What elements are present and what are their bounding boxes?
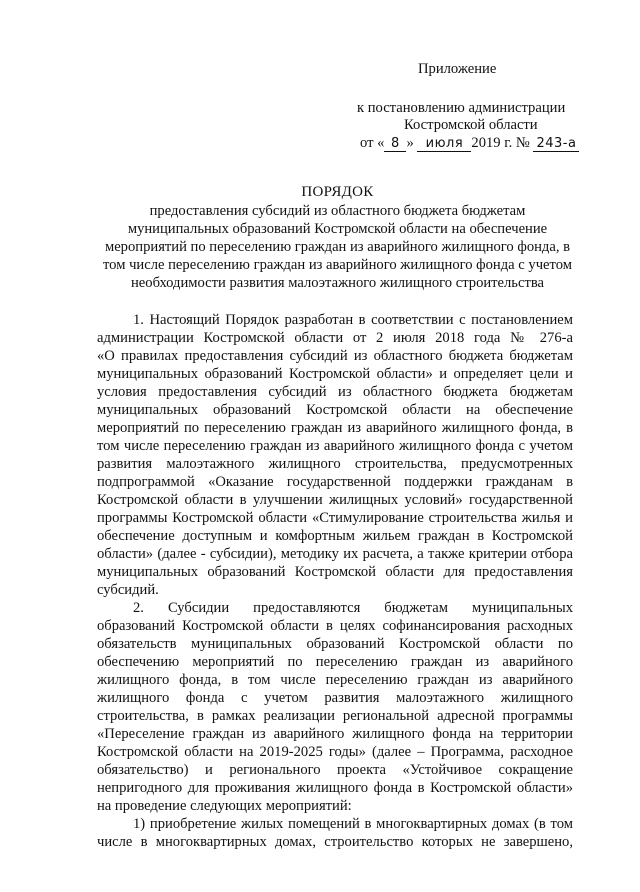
date-year: 2019 г. № (471, 135, 530, 151)
date-mid: » (406, 135, 414, 151)
paragraph-2-line: строительства, в рамках реализации региональной адресной программы (97, 708, 573, 724)
decree-number: 243-а (536, 136, 577, 151)
paragraph-1-line: программы Костромской области «Стимулирование строительства жилья и (97, 510, 573, 526)
date-month: июля (425, 136, 464, 151)
decree-reference: к постановлению администрации (357, 100, 566, 116)
paragraph-2-line: «Переселение граждан из аварийного жилищного фонда на территории (97, 726, 573, 742)
paragraph-1-line: обеспечение доступным и комфортным жильем граждан в Костромской (97, 528, 573, 544)
paragraph-1-line: подпрограммой «Оказание государственной поддержки гражданам в (97, 474, 573, 490)
decree-date-line (360, 134, 579, 152)
paragraph-2-line: непригодного для проживания жилищного фонда в Костромской области» (97, 780, 573, 796)
paragraph-1-line: субсидий. (97, 582, 159, 598)
date-prefix: от « (360, 135, 385, 151)
title-line: том числе переселению граждан из аварийного жилищного фонда с учетом (103, 257, 572, 273)
paragraph-1-line: 1. Настоящий Порядок разработан в соответствии с постановлением (133, 312, 573, 328)
paragraph-2-line: жилищного фонда, в том числе переселению граждан из аварийного (97, 672, 573, 688)
paragraph-1-line: муниципальных образований Костромской области» и определяет цели и (97, 366, 573, 382)
paragraph-2-line: образований Костромской области в целях софинансирования расходных (97, 618, 573, 634)
paragraph-1-line: области» (далее - субсидии), методику их расчета, а также критерии отбора (97, 546, 573, 562)
paragraph-1-line: муниципальных образований Костромской области на обеспечение (97, 402, 573, 418)
paragraph-2-line: на проведение следующих мероприятий: (97, 798, 352, 814)
document-heading: ПОРЯДОК (301, 184, 374, 200)
list-item-line: числе в многоквартирных домах, строительство которых не завершено, (97, 834, 573, 850)
paragraph-2-line: 2. Субсидии предоставляются бюджетам муниципальных (133, 600, 573, 616)
paragraph-2-line: Костромской области на 2019-2025 годы» (далее – Программа, расходное (97, 744, 573, 760)
list-item-line: 1) приобретение жилых помещений в многоквартирных домах (в том (133, 816, 573, 832)
paragraph-2-line: жилищного фонда с учетом развития малоэтажного жилищного (97, 690, 573, 706)
paragraph-1-line: мероприятий по переселению граждан из аварийного жилищного фонда, в (97, 420, 573, 436)
paragraph-1-line: том числе переселению граждан из аварийного жилищного фонда с учетом (97, 438, 573, 454)
region-name: Костромской области (404, 117, 538, 133)
paragraph-2-line: обеспечению мероприятий по переселению граждан из аварийного (97, 654, 573, 670)
title-line: муниципальных образований Костромской области на обеспечение (127, 221, 548, 237)
paragraph-2-line: обязательство) и регионального проекта «Устойчивое сокращение (97, 762, 573, 778)
paragraph-2-line: обязательств муниципальных образований Костромской области по (97, 636, 573, 652)
paragraph-1-line: администрации Костромской области от 2 июля 2018 года № 276-а (97, 330, 573, 346)
paragraph-1-line: условия предоставления субсидий из областного бюджета бюджетам (97, 384, 573, 400)
paragraph-1-line: муниципальных образований Костромской области для предоставления (97, 564, 573, 580)
title-line: предоставления субсидий из областного бюджета бюджетам (149, 203, 526, 219)
paragraph-1-line: развития малоэтажного жилищного строительства, предусмотренных (97, 456, 573, 472)
title-line: мероприятий по переселению граждан из аварийного жилищного фонда, в (104, 239, 571, 255)
title-line: необходимости развития малоэтажного жилищного строительства (130, 275, 544, 291)
paragraph-1-line: «О правилах предоставления субсидий из областного бюджета бюджетам (97, 348, 573, 364)
paragraph-1-line: Костромской области в улучшении жилищных условий» государственной (97, 492, 573, 508)
appendix-label: Приложение (418, 61, 497, 77)
date-day: 8 (391, 136, 400, 151)
